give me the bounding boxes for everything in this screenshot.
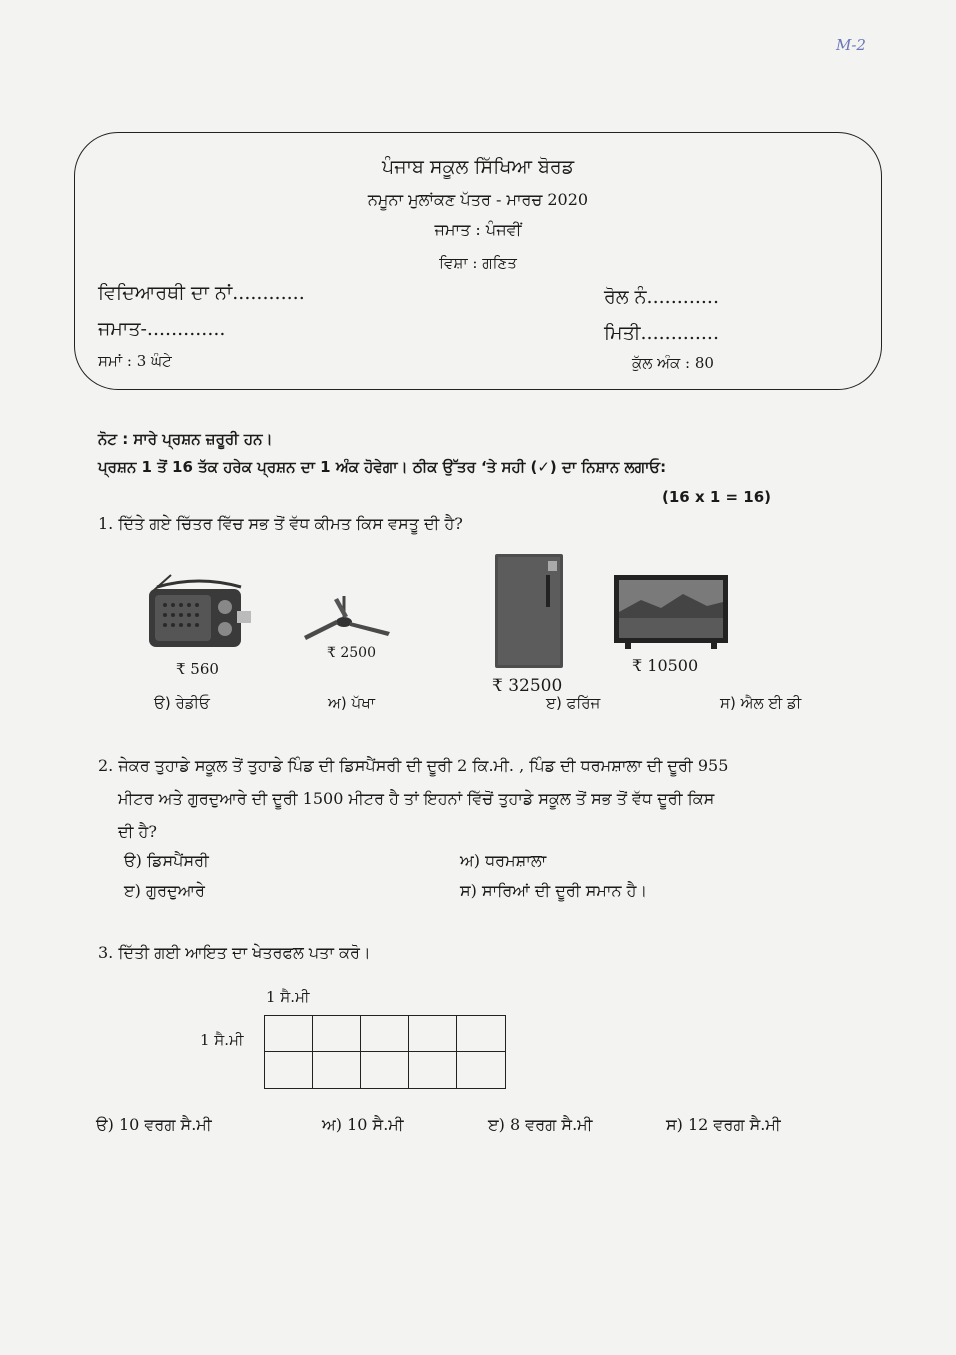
area-grid (264, 1015, 506, 1089)
fan-price: ₹ 2500 (327, 645, 376, 661)
grid-cell (313, 1016, 361, 1052)
total-marks-label: ਕੁੱਲ ਅੰਕ : 80 (632, 354, 714, 372)
grid-cell (313, 1052, 361, 1088)
board-title: ਪੰਜਾਬ ਸਕੂਲ ਸਿੱਖਿਆ ਬੋਰਡ (381, 156, 575, 178)
q3-text: 3. ਦਿੱਤੀ ਗਈ ਆਇਤ ਦਾ ਖੇਤਰਫਲ ਪਤਾ ਕਰੋ। (98, 943, 371, 962)
q1-option-b: ਅ) ਪੱਖਾ (328, 694, 375, 712)
radio-price: ₹ 560 (176, 660, 219, 678)
q3-option-a: ੳ) 10 ਵਰਗ ਸੈ.ਮੀ (96, 1115, 212, 1134)
fridge-icon (494, 553, 564, 669)
grid-cell (265, 1016, 313, 1052)
corner-mark: M-2 (836, 36, 866, 54)
q1-option-d: ਸ) ਐਲ ਈ ਡੀ (720, 694, 802, 712)
class-field: ਜਮਾਤ-............. (98, 318, 226, 340)
grid-cell (409, 1052, 457, 1088)
date-field: ਮਿਤੀ............. (604, 322, 720, 344)
q2-line-1: 2. ਜੇਕਰ ਤੁਹਾਡੇ ਸਕੂਲ ਤੋਂ ਤੁਹਾਡੇ ਪਿੰਡ ਦੀ ਡਿਸਪੈਂਸਰੀ ਦੀ ਦੂਰੀ 2 ਕਿ.ਮੀ. , ਪਿੰਡ ਦੀ ਧਰਮਸ਼ਾਲਾ ਦੀ ਦੂਰੀ 955 (98, 756, 729, 775)
grid-cell (361, 1052, 409, 1088)
tv-icon (613, 574, 729, 650)
grid-cell (457, 1052, 505, 1088)
grid-side-label: 1 ਸੈ.ਮੀ (200, 1031, 244, 1049)
student-name-field: ਵਿਦਿਆਰਥੀ ਦਾ ਨਾਂ............ (98, 282, 305, 304)
q2-option-b: ਅ) ਧਰਮਸ਼ਾਲਾ (460, 851, 547, 870)
instruction-text: ਪ੍ਰਸ਼ਨ 1 ਤੋਂ 16 ਤੱਕ ਹਰੇਕ ਪ੍ਰਸ਼ਨ ਦਾ 1 ਅੰਕ ਹੋਵੇਗਾ। ਠੀਕ ਉੱਤਰ ‘ਤੇ ਸਹੀ (✓) ਦਾ ਨਿਸ਼ਾਨ ਲਗਾਓ: (98, 458, 667, 476)
tv-price: ₹ 10500 (632, 656, 699, 675)
q3-option-d: ਸ) 12 ਵਰਗ ਸੈ.ਮੀ (666, 1115, 781, 1134)
marks-formula: (16 x 1 = 16) (662, 488, 772, 506)
radio-icon (145, 573, 253, 649)
grid-cell (361, 1016, 409, 1052)
fridge-price: ₹ 32500 (492, 676, 563, 696)
roll-number-field: ਰੋਲ ਨੰ............ (604, 286, 720, 308)
class-title: ਜਮਾਤ : ਪੰਜਵੀਂ (434, 220, 522, 239)
q2-line-3: ਦੀ ਹੈ? (118, 822, 157, 841)
q3-option-c: ੲ) 8 ਵਰਗ ਸੈ.ਮੀ (488, 1115, 593, 1134)
grid-cell (409, 1016, 457, 1052)
paper-title: ਨਮੂਨਾ ਮੁਲਾਂਕਣ ਪੱਤਰ - ਮਾਰਚ 2020 (367, 190, 589, 209)
q1-text: 1. ਦਿੱਤੇ ਗਏ ਚਿੱਤਰ ਵਿੱਚ ਸਭ ਤੋਂ ਵੱਧ ਕੀਮਤ ਕਿਸ ਵਸਤੂ ਦੀ ਹੈ? (98, 514, 463, 533)
grid-cell (457, 1016, 505, 1052)
note-text: ਨੋਟ : ਸਾਰੇ ਪ੍ਰਸ਼ਨ ਜ਼ਰੂਰੀ ਹਨ। (98, 430, 273, 448)
time-label: ਸਮਾਂ : 3 ਘੰਟੇ (98, 352, 172, 370)
q1-option-c: ੲ) ਫਰਿੱਜ (546, 694, 601, 712)
grid-cell (265, 1052, 313, 1088)
q2-option-c: ੲ) ਗੁਰਦੁਆਰੇ (124, 881, 205, 900)
fan-icon (304, 596, 392, 644)
grid-top-label: 1 ਸੈ.ਮੀ (266, 988, 310, 1006)
q2-option-d: ਸ) ਸਾਰਿਆਂ ਦੀ ਦੂਰੀ ਸਮਾਨ ਹੈ। (460, 881, 648, 900)
q2-line-2: ਮੀਟਰ ਅਤੇ ਗੁਰਦੁਆਰੇ ਦੀ ਦੂਰੀ 1500 ਮੀਟਰ ਹੈ ਤਾਂ ਇਹਨਾਂ ਵਿੱਚੋਂ ਤੁਹਾਡੇ ਸਕੂਲ ਤੋਂ ਸਭ ਤੋਂ ਵੱਧ ਦੂਰੀ ਕਿਸ (118, 789, 715, 808)
subject-title: ਵਿਸ਼ਾ : ਗਣਿਤ (439, 254, 517, 272)
q3-option-b: ਅ) 10 ਸੈ.ਮੀ (322, 1115, 404, 1134)
q1-option-a: ੳ) ਰੇਡੀਓ (154, 694, 210, 712)
q2-option-a: ੳ) ਡਿਸਪੈਂਸਰੀ (124, 851, 209, 870)
